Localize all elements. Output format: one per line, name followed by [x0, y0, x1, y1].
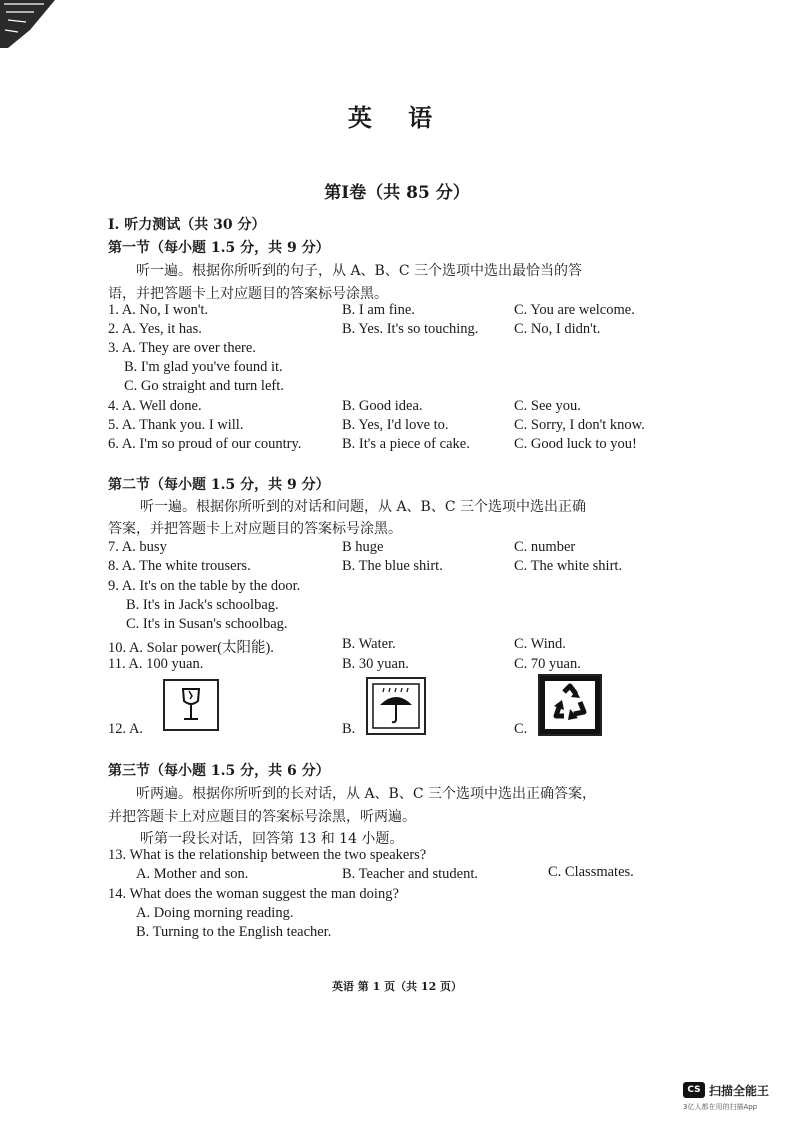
- option-text: C. It's in Susan's schoolbag.: [126, 616, 288, 632]
- section-instruction: 听一遍。根据你所听到的对话和问题，从 A、B、C 三个选项中选出正确: [140, 499, 587, 515]
- option-text: 6. A. I'm so proud of our country.: [108, 436, 302, 452]
- option-text: 12. A.: [108, 721, 144, 737]
- option-text: 2. A. Yes, it has.: [108, 321, 202, 337]
- option-text: C. See you.: [514, 398, 581, 414]
- volume-heading: 第Ⅰ卷（共 85 分）: [324, 183, 470, 203]
- option-text: C. Wind.: [514, 636, 566, 652]
- option-text: B. It's in Jack's schoolbag.: [126, 597, 279, 613]
- option-text: C.: [514, 721, 528, 737]
- option-text: 4. A. Well done.: [108, 398, 202, 414]
- section-instruction: 听第一段长对话，回答第 13 和 14 小题。: [140, 831, 404, 847]
- option-text: C. Good luck to you!: [514, 436, 637, 452]
- option-text: B. The blue shirt.: [342, 558, 443, 574]
- keep-dry-umbrella-icon: [366, 677, 426, 735]
- option-text: B. Water.: [342, 636, 396, 652]
- option-text: A. Doing morning reading.: [136, 905, 294, 921]
- recycle-icon: [538, 674, 602, 736]
- option-text: 11. A. 100 yuan.: [108, 656, 204, 672]
- option-text: B. It's a piece of cake.: [342, 436, 470, 452]
- option-text: 7. A. busy: [108, 539, 167, 555]
- option-text: C. No, I didn't.: [514, 321, 601, 337]
- option-text: B.: [342, 721, 356, 737]
- section-instruction: 并把答题卡上对应题目的答案标号涂黑，听两遍。: [108, 809, 416, 825]
- option-text: A. Mother and son.: [136, 866, 249, 882]
- option-text: C. You are welcome.: [514, 302, 635, 318]
- page-footer: 英语 第 1 页（共 12 页）: [331, 980, 463, 993]
- option-text: B. I am fine.: [342, 302, 415, 318]
- option-text: C. The white shirt.: [514, 558, 623, 574]
- option-text: B. Good idea.: [342, 398, 423, 414]
- option-text: C. number: [514, 539, 576, 555]
- camscanner-logo-icon: CS: [683, 1082, 705, 1098]
- section-instruction: 听两遍。根据你所听到的长对话，从 A、B、C 三个选项中选出正确答案，: [136, 786, 597, 802]
- option-text: B. Yes. It's so touching.: [342, 321, 479, 337]
- option-text: C. Go straight and turn left.: [124, 378, 284, 394]
- option-text: 8. A. The white trousers.: [108, 558, 251, 574]
- option-text: B. Teacher and student.: [342, 866, 479, 882]
- page-title: 英 语: [347, 103, 447, 132]
- option-text: 3. A. They are over there.: [108, 340, 256, 356]
- fragile-icon: [163, 679, 219, 731]
- option-text: 10. A. Solar power(太阳能).: [108, 640, 274, 656]
- watermark-name: 扫描全能王: [709, 1084, 770, 1098]
- option-text: C. 70 yuan.: [514, 656, 581, 672]
- section-instruction: 语，并把答题卡上对应题目的答案标号涂黑。: [108, 286, 388, 302]
- section-heading: 第三节（每小题 1.5 分，共 6 分）: [108, 763, 330, 779]
- watermark-tagline: 3亿人都在用的扫描App: [683, 1103, 758, 1111]
- option-text: B huge: [342, 539, 384, 555]
- option-text: 9. A. It's on the table by the door.: [108, 578, 301, 594]
- section-instruction: 答案，并把答题卡上对应题目的答案标号涂黑。: [108, 521, 402, 537]
- option-text: 5. A. Thank you. I will.: [108, 417, 244, 433]
- section-heading: 第二节（每小题 1.5 分，共 9 分）: [108, 477, 330, 493]
- option-text: C. Sorry, I don't know.: [514, 417, 645, 433]
- section-heading: 第一节（每小题 1.5 分，共 9 分）: [108, 240, 330, 256]
- question-stem: 14. What does the woman suggest the man doing?: [108, 886, 399, 902]
- part-heading: I. 听力测试（共 30 分）: [108, 217, 266, 233]
- option-text: C. Classmates.: [548, 864, 634, 880]
- option-text: B. Turning to the English teacher.: [136, 924, 332, 940]
- option-text: B. Yes, I'd love to.: [342, 417, 449, 433]
- section-instruction: 听一遍。根据你所听到的句子，从 A、B、C 三个选项中选出最恰当的答: [136, 263, 583, 279]
- scan-corner-artifact: [0, 0, 60, 50]
- question-stem: 13. What is the relationship between the two speakers?: [108, 847, 427, 863]
- option-text: B. I'm glad you've found it.: [124, 359, 283, 375]
- option-text: B. 30 yuan.: [342, 656, 409, 672]
- option-text: 1. A. No, I won't.: [108, 302, 209, 318]
